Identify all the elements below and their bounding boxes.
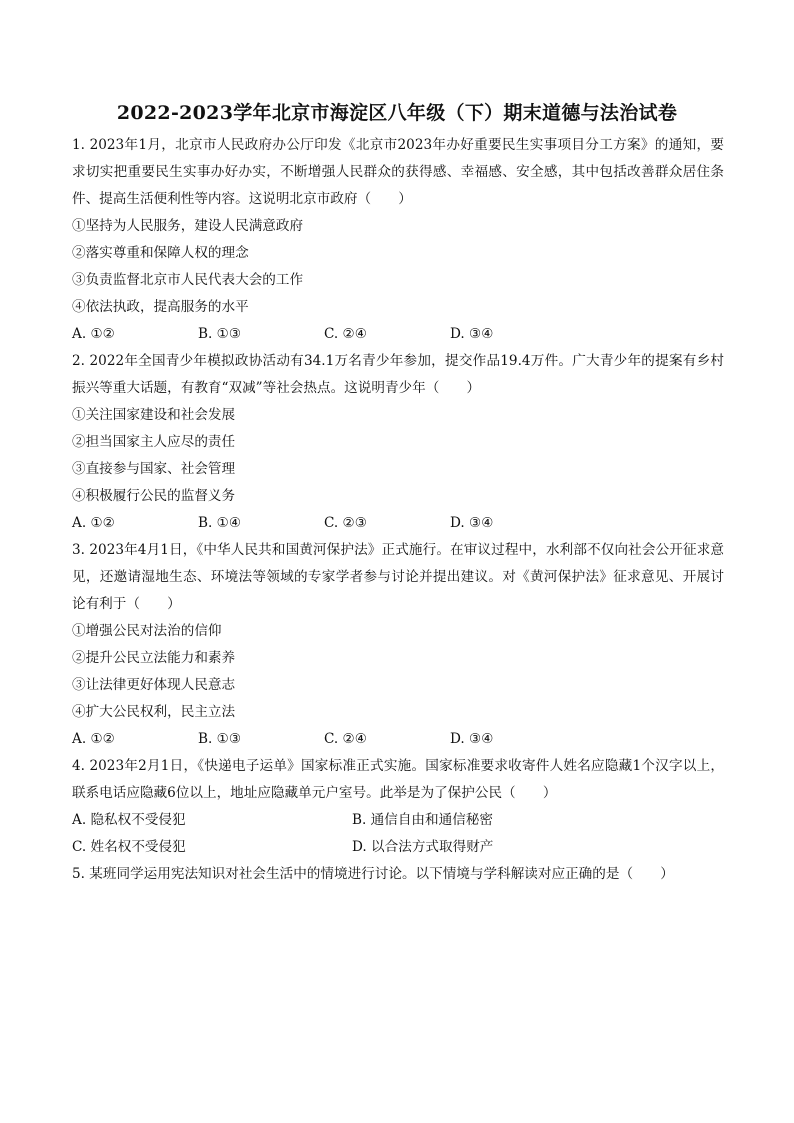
- choice-d[interactable]: D. ③④: [450, 326, 494, 342]
- statement-option: ④积极履行公民的监督义务: [72, 488, 236, 504]
- statement-option: ④扩大公民权利，民主立法: [72, 704, 236, 720]
- choice-b[interactable]: B. ①④: [198, 515, 242, 531]
- answer-choices: [72, 807, 724, 834]
- statement-option: ①关注国家建设和社会发展: [72, 407, 236, 423]
- choice-a[interactable]: A. ①②: [72, 731, 115, 747]
- statement-option: ④依法执政，提高服务的水平: [72, 299, 249, 315]
- choice-a[interactable]: A. 隐私权不受侵犯: [72, 812, 186, 828]
- question-list: [72, 132, 724, 888]
- question-3: [72, 537, 724, 753]
- statement-option: ③负责监督北京市人民代表大会的工作: [72, 272, 304, 288]
- choice-a[interactable]: A. ①②: [72, 515, 115, 531]
- choice-d[interactable]: D. 以合法方式取得财产: [352, 839, 494, 855]
- statement-option: ②提升公民立法能力和素养: [72, 650, 236, 666]
- choice-b[interactable]: B. ①③: [198, 731, 242, 747]
- choice-c[interactable]: C. ②④: [324, 731, 367, 747]
- question-5: [72, 861, 724, 888]
- statement-option: ①坚持为人民服务，建设人民满意政府: [72, 218, 304, 234]
- answer-choices: [72, 726, 724, 753]
- choice-b[interactable]: B. ①③: [198, 326, 242, 342]
- question-stem: 5. 某班同学运用宪法知识对社会生活中的情境进行讨论。以下情境与学科解读对应正确的是（ ）: [72, 866, 674, 882]
- choice-d[interactable]: D. ③④: [450, 515, 494, 531]
- question-stem: 2. 2022年全国青少年模拟政协活动有34.1万名青少年参加，提交作品19.4万件。广大青少年的提案有乡村振兴等重大话题，有教育“双减”等社会热点。这说明青少年（ ）: [72, 353, 724, 396]
- question-stem: 4. 2023年2月1日，《快递电子运单》国家标准正式实施。国家标准要求收寄件人姓名应隐藏1个汉字以上，联系电话应隐藏6位以上，地址应隐藏单元户室号。此举是为了保护公民（ ）: [72, 758, 724, 801]
- question-stem: 3. 2023年4月1日，《中华人民共和国黄河保护法》正式施行。在审议过程中，水利部不仅向社会公开征求意见，还邀请湿地生态、环境法等领域的专家学者参与讨论并提出建议。对《黄河保护法》征求意见、开展讨论有利于（ ）: [72, 542, 724, 612]
- statement-option: ②落实尊重和保障人权的理念: [72, 245, 249, 261]
- choice-a[interactable]: A. ①②: [72, 326, 115, 342]
- question-2: [72, 348, 724, 537]
- statement-option: ③直接参与国家、社会管理: [72, 461, 236, 477]
- choice-c[interactable]: C. 姓名权不受侵犯: [72, 839, 186, 855]
- choice-c[interactable]: C. ②③: [324, 515, 367, 531]
- choice-d[interactable]: D. ③④: [450, 731, 494, 747]
- answer-choices: [72, 834, 724, 861]
- statement-option: ②担当国家主人应尽的责任: [72, 434, 236, 450]
- question-1: [72, 132, 724, 348]
- choice-b[interactable]: B. 通信自由和通信秘密: [352, 812, 493, 828]
- statement-option: ③让法律更好体现人民意志: [72, 677, 236, 693]
- statement-option: ①增强公民对法治的信仰: [72, 623, 222, 639]
- answer-choices: [72, 510, 724, 537]
- choice-c[interactable]: C. ②④: [324, 326, 367, 342]
- question-4: [72, 753, 724, 861]
- question-stem: 1. 2023年1月，北京市人民政府办公厅印发《北京市2023年办好重要民生实事项目分工方案》的通知，要求切实把重要民生实事办好办实，不断增强人民群众的获得感、幸福感、安全感，其中包括改善群众居住条件、提高生活便利性等内容。这说明北京市政府（ ）: [72, 137, 724, 207]
- answer-choices: [72, 321, 724, 348]
- page-title: 2022-2023学年北京市海淀区八年级（下）期末道德与法治试卷: [116, 102, 678, 124]
